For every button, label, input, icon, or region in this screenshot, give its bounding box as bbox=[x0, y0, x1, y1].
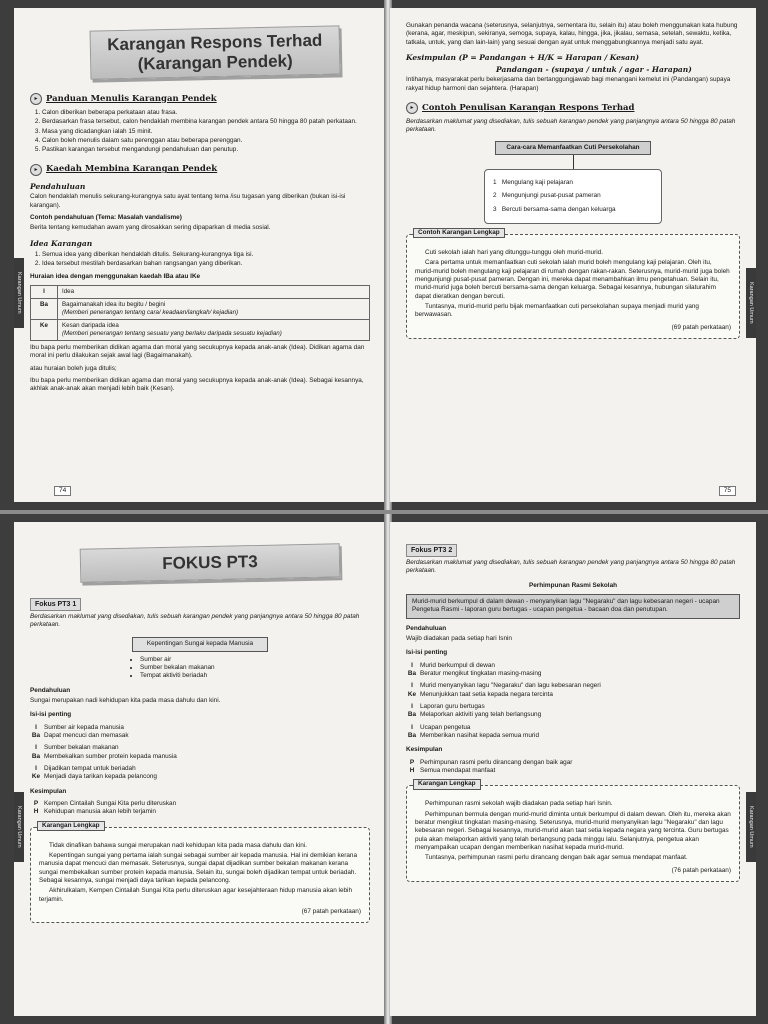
paragraph: Ibu bapa perlu memberikan didikan agama dan moral yang secukupnya kepada anak-anak (Idea). Sebagai kesannya, akhlak anak-anak akan menjadi lebih baik (Kesan). bbox=[30, 376, 364, 393]
paragraph: Tuntasnya, murid-murid perlu bijak memanfaatkan cuti persekolahan supaya menjadi murid yang berwawasan. bbox=[415, 303, 699, 319]
table-key: I bbox=[31, 285, 58, 298]
isi-list: I Murid berkumpul di dewan Ba Beratur mengikut tingkatan masing-masing bbox=[407, 661, 542, 678]
section-panduan bbox=[30, 93, 370, 105]
paragraph: Perhimpunan bermula dengan murid-murid diminta untuk berkumpul di dalam dewan. Oleh itu, mereka akan beratur mengikut tingkatan masing-masing. Seterusnya, murid-murid menyanyikan lagu "Negaraku" dan lagu kebesaran negeri. Sebagai kesannya, murid-murid akan taat setia kepada negara yang tercinta. Guru bertugas pula akan melaporkan aktiviti yang telah berlangsung pada minggu lalu. Selanjutnya, pengetua akan menyampaikan ucapan dengan memberikan nasihat kepada murid-murid. bbox=[415, 810, 731, 851]
flow-title: Cara-cara Memanfaatkan Cuti Persekolahan bbox=[495, 141, 651, 155]
list-item: • Tempat aktiviti beriadah bbox=[140, 672, 370, 680]
heading-pendahuluan: Pendahuluan bbox=[406, 624, 447, 632]
sample-tag: Karangan Lengkap bbox=[413, 779, 481, 789]
section-heading: Kaedah Membina Karangan Pendek bbox=[46, 164, 218, 175]
page-title-banner bbox=[90, 25, 341, 79]
table-value: Kesan daripada idea (Memberi penerangan tentang sesuatu yang berlaku daripada sesuatu kejadian) bbox=[58, 319, 370, 340]
isi-list: I Murid menyanyikan lagu "Negaraku" dan lagu kebesaran negeri Ke Menunjukkan taat setia kepada negara tercinta bbox=[407, 682, 601, 698]
huraian-heading: Huraian idea dengan menggunakan kaedah IBa atau IKe bbox=[30, 273, 201, 281]
heading-kesimpulan: Kesimpulan bbox=[30, 787, 67, 795]
paragraph: atau huraian boleh juga ditulis; bbox=[30, 364, 117, 372]
page-74 bbox=[14, 8, 386, 502]
fokus-label: Fokus PT3 2 bbox=[406, 544, 457, 557]
list-item: • Sumber bekalan makanan bbox=[140, 664, 370, 672]
paragraph: Calon hendaklah menulis sekurang-kurangnya satu ayat tentang tema /isu tugasan yang diberikan (bukan isi-isi karangan). bbox=[30, 193, 346, 209]
sample-essay bbox=[406, 780, 740, 882]
sample-essay bbox=[406, 229, 740, 339]
sample-tag: Contoh Karangan Lengkap bbox=[413, 228, 505, 238]
kesimpulan-formula: Pandangan - (supaya / untuk / agar - Harapan) bbox=[496, 64, 692, 74]
spread-top bbox=[0, 0, 768, 510]
idea-list bbox=[30, 251, 370, 269]
topic-box: Kepentingan Sungai kepada Manusia bbox=[132, 637, 268, 651]
page-fokus-2 bbox=[390, 522, 756, 1016]
page-title: FOKUS PT3 bbox=[162, 552, 258, 573]
page-number: 74 bbox=[54, 486, 71, 496]
list-item: 2. Idea tersebut mestilah berdasarkan bahan rangsangan yang diberikan. bbox=[42, 260, 370, 268]
word-count: (69 patah perkataan) bbox=[671, 323, 731, 331]
heading-isi: Isi-isi penting bbox=[406, 649, 448, 657]
isi-list: I Dijadikan tempat untuk beriadah Ke Menjadi daya tarikan kepada pelancong bbox=[31, 764, 157, 781]
kesimpulan-formula: Kesimpulan (P = Pandangan + H/K = Harapan / Kesan) bbox=[406, 52, 640, 62]
section-heading: Panduan Menulis Karangan Pendek bbox=[46, 93, 217, 104]
paragraph: Tuntasnya, perhimpunan rasmi perlu dirancang dengan baik agar semua mendapat manfaat. bbox=[425, 854, 688, 862]
sample-tag: Karangan Lengkap bbox=[37, 821, 105, 831]
table-key: Ke bbox=[31, 319, 58, 340]
panduan-list bbox=[30, 109, 370, 155]
subheading-pendahuluan: Pendahuluan bbox=[30, 181, 86, 191]
paragraph: Wajib diadakan pada setiap hari Isnin bbox=[406, 635, 512, 643]
table-row bbox=[31, 285, 370, 298]
side-tab: Karangan Umum bbox=[746, 792, 756, 862]
instruction: Berdasarkan maklumat yang disediakan, tulis sebuah karangan pendek yang panjangnya antara 50 hingga 80 patah perkataan. bbox=[406, 118, 736, 134]
bullet-circle-icon: ▸ bbox=[30, 164, 42, 176]
list-item: 3. Masa yang dicadangkan ialah 15 minit. bbox=[42, 128, 370, 136]
table-value: Bagaimanakah idea itu begitu / begini (Memberi penerangan tentang cara/ keadaan/langkah/ kejadian) bbox=[58, 298, 370, 319]
heading-isi: Isi-isi penting bbox=[30, 711, 72, 719]
isi-list: I Sumber bekalan makanan Ba Membekalkan sumber protein kepada manusia bbox=[31, 744, 177, 760]
side-tab: Karangan Umum bbox=[746, 268, 756, 338]
flow-item: 1 Mengulang kaji pelajaran bbox=[493, 179, 573, 187]
page-title-line1: Karangan Respons Terhad bbox=[107, 30, 323, 55]
list-item: • Sumber air bbox=[140, 656, 370, 664]
flow-item: 2 Mengunjungi pusat-pusat pameran bbox=[493, 192, 601, 200]
table-row bbox=[31, 298, 370, 319]
paragraph: Ibu bapa perlu memberikan didikan agama dan moral yang secukupnya kepada anak-anak (Idea). Didikan agama dan moral ini perlu dilakukan sejak awal lagi (Bagaimanakah). bbox=[30, 343, 365, 360]
spread-bottom bbox=[0, 514, 768, 1024]
table-key: Ba bbox=[31, 298, 58, 319]
side-tab: Karangan Umum bbox=[14, 792, 24, 862]
topic-title: Perhimpunan Rasmi Sekolah bbox=[528, 581, 618, 589]
paragraph: Gunakan penanda wacana (seterusnya, selanjutnya, sementara itu, selain itu) atau boleh menggunakan kata hubung (kerana, agar, meskipun, sekiranya, semoga, supaya, kalau, hingga, jika, jikalau, semasa, setelah, sewaktu, ketika, tatkala, untuk, yang dan lain-lain) yang sesuai dengan ayat untuk menggabungkannya menjadi satu ayat. bbox=[406, 22, 738, 46]
paragraph: Cuti sekolah ialah hari yang ditunggu-tunggu oleh murid-murid. bbox=[425, 249, 603, 257]
kesimpulan-list: P Perhimpunan rasmi perlu dirancang dengan baik agar H Semua mendapat manfaat bbox=[409, 758, 573, 774]
paragraph: Sungai merupakan nadi kehidupan kita pada masa dahulu dan kini. bbox=[30, 696, 221, 704]
isi-list: I Sumber air kepada manusia Ba Dapat mencuci dan memasak bbox=[31, 723, 129, 739]
paragraph: Berita tentang kemudahan awam yang dirosakkan sering dipaparkan di media sosial. bbox=[30, 224, 271, 232]
page-fokus-1 bbox=[14, 522, 386, 1016]
list-item: 5. Pastikan karangan tersebut mengandungi pendahuluan dan penutup. bbox=[42, 146, 370, 154]
section-kaedah bbox=[30, 164, 370, 176]
list-item: 2. Berdasarkan frasa tersebut, calon hendaklah membina karangan pendek antara 50 hingga 80 patah perkataan. bbox=[42, 118, 370, 126]
table-value: Idea bbox=[58, 285, 370, 298]
paragraph: Akhirulkalam, Kempen Cintailah Sungai Kita perlu diteruskan agar kesejahteraan hidup manusia akan lebih terjamin. bbox=[39, 887, 353, 903]
example-label: Contoh pendahuluan (Tema: Masalah vandalisme) bbox=[30, 214, 182, 222]
page-number: 75 bbox=[719, 486, 736, 496]
topic-summary-box: Murid-murid berkumpul di dalam dewan - menyanyikan lagu "Negaraku" dan lagu kebesaran negeri - ucapan Pengetua Rasmi - laporan guru bertugas - ucapan pengetua - bacaan doa dan penutupan. bbox=[406, 594, 740, 619]
list-item: 4. Calon boleh menulis dalam satu perenggan atau beberapa perenggan. bbox=[42, 137, 370, 145]
flow-box bbox=[484, 169, 662, 224]
flow-connector bbox=[573, 155, 574, 169]
paragraph: Cara pertama untuk memanfaatkan cuti sekolah ialah murid boleh mengulang kaji pelajaran. Oleh itu, murid-murid boleh mengulang kaji pelajaran di rumah dengan rakan-rakan. Seterusnya, murid-murid juga boleh mengunjungi pusat-pusat pameran. Dengan ini, mereka dapat menambahkan ilmu pengetahuan. Selain itu, murid-murid juga boleh bercuti bersama-sama dengan keluarga. Sebagai kesannya, hubungan silaturahim dapat dieratkan dengan bercuti. bbox=[415, 259, 730, 300]
table-row bbox=[31, 319, 370, 340]
section-heading: Contoh Penulisan Karangan Respons Terhad bbox=[422, 102, 635, 113]
bullet-circle-icon: ▸ bbox=[406, 102, 418, 114]
paragraph: Kepentingan sungai yang pertama ialah sungai sebagai sumber air kepada manusia. Hal ini demikian kerana manusia dapat mencuci dan memasak. Seterusnya, sungai dapat dijadikan sumber bekalan makanan kerana sungai membekalkan sumber protein kepada manusia. Selain itu, sungai boleh dijadikan tempat untuk beriadah. Sebagai kesannya, sungai menjadi daya tarikan kepada pelancong. bbox=[39, 851, 358, 884]
instruction: Berdasarkan maklumat yang disediakan, tulis sebuah karangan pendek yang panjangnya antara 50 hingga 80 patah perkataan. bbox=[30, 612, 360, 628]
fokus-label: Fokus PT3 1 bbox=[30, 598, 81, 611]
heading-kesimpulan: Kesimpulan bbox=[406, 746, 443, 754]
list-item: 1. Semua idea yang diberikan hendaklah ditulis. Sekurang-kurangnya tiga isi. bbox=[42, 251, 370, 259]
paragraph: Perhimpunan rasmi sekolah wajib diadakan pada setiap hari Isnin. bbox=[425, 800, 613, 808]
page-75 bbox=[390, 8, 756, 502]
side-tab: Karangan Umum bbox=[14, 258, 24, 328]
kaedah-table bbox=[30, 285, 370, 341]
bullet-circle-icon: ▸ bbox=[30, 93, 42, 105]
paragraph: Tidak dinafikan bahawa sungai merupakan nadi kehidupan kita pada masa dahulu dan kini. bbox=[49, 841, 308, 849]
list-item: 1. Calon diberikan beberapa perkataan atau frasa. bbox=[42, 109, 370, 117]
page-title-banner bbox=[80, 543, 341, 582]
word-count: (67 patah perkataan) bbox=[301, 907, 361, 915]
sample-essay bbox=[30, 821, 370, 924]
section-contoh bbox=[406, 102, 740, 114]
isi-list: I Ucapan pengetua Ba Memberikan nasihat kepada semua murid bbox=[407, 723, 539, 740]
flow-item: 3 Bercuti bersama-sama dengan keluarga bbox=[493, 205, 616, 213]
subheading-idea: Idea Karangan bbox=[30, 238, 93, 248]
heading-pendahuluan: Pendahuluan bbox=[30, 686, 71, 694]
word-count: (76 patah perkataan) bbox=[671, 866, 731, 874]
paragraph: Intihanya, masyarakat perlu bekerjasama dan bertanggungjawab bagi menangani kemelut ini (Pandangan) supaya rakyat hidup harmoni dan sejahtera. (Harapan) bbox=[406, 76, 731, 92]
kesimpulan-list: P Kempen Cintailah Sungai Kita perlu diteruskan H Kehidupan manusia akan lebih terjamin bbox=[33, 799, 177, 816]
page-title-line2: (Karangan Pendek) bbox=[137, 50, 293, 74]
bullet-list bbox=[130, 656, 370, 681]
isi-list: I Laporan guru bertugas Ba Melaporkan aktiviti yang telah berlangsung bbox=[407, 703, 542, 719]
instruction: Berdasarkan maklumat yang disediakan, tulis sebuah karangan pendek yang panjangnya antara 50 hingga 80 patah perkataan. bbox=[406, 559, 736, 575]
